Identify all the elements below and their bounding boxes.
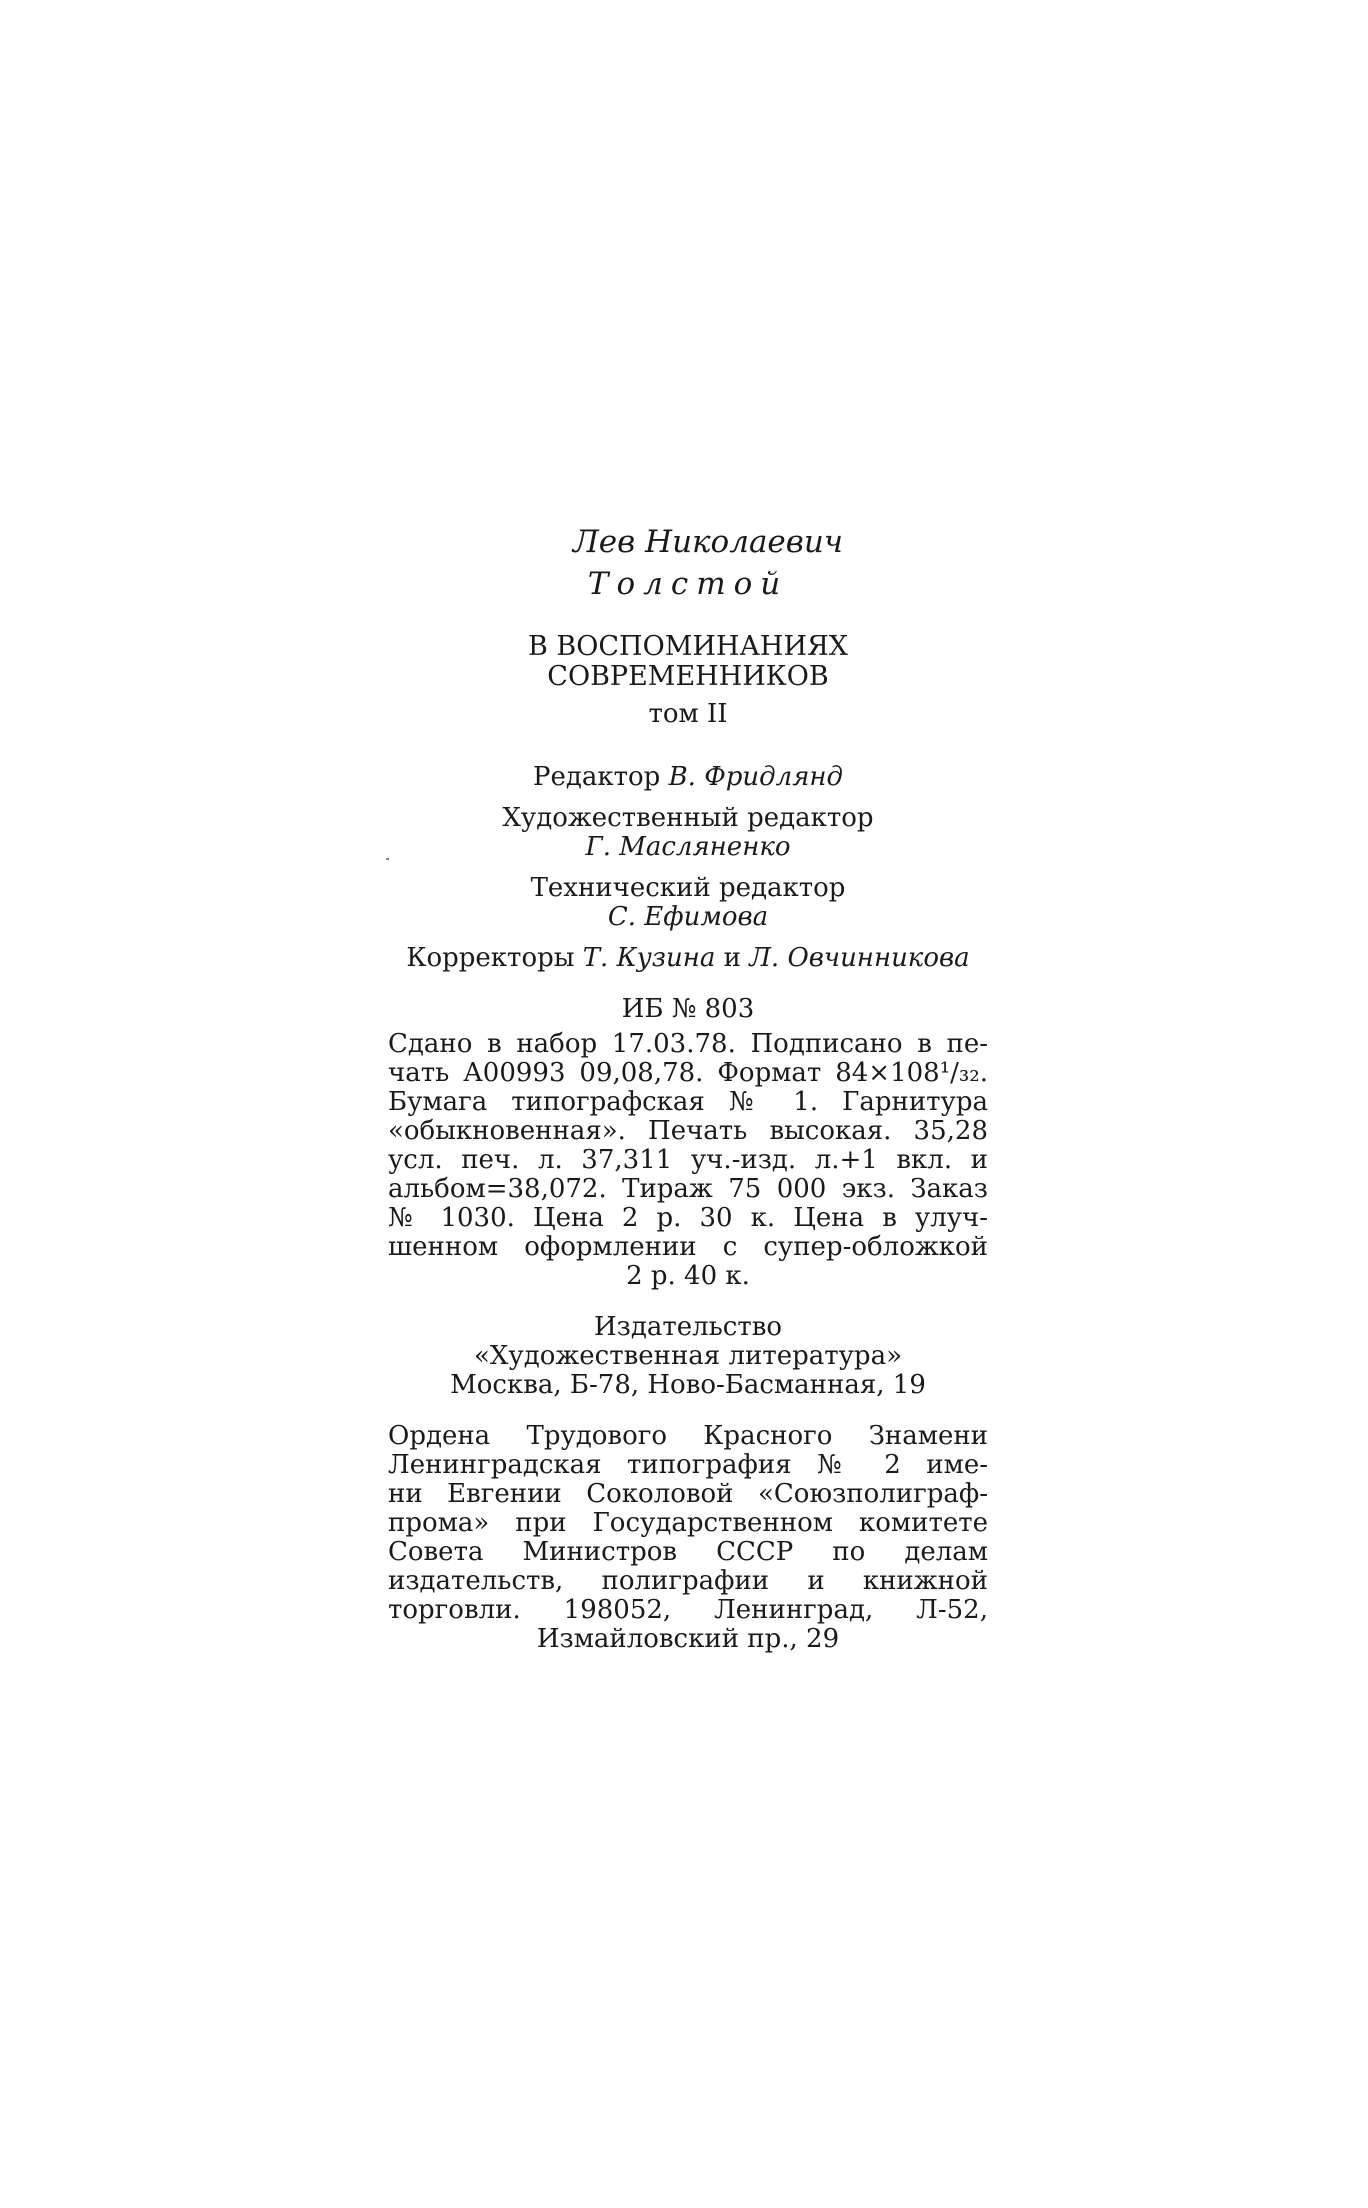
proofreader-1: Т. Кузина (582, 943, 716, 973)
printer-line: Измайловский пр., 29 (536, 1624, 840, 1654)
proofreader-2: Л. Овчинникова (749, 943, 970, 973)
editor-name: В. Фридлянд (668, 762, 844, 792)
printer-block (388, 1422, 988, 1654)
printer-line: прома» при Государственном комитете (388, 1508, 988, 1538)
proofreaders-label: Корректоры (406, 943, 575, 973)
author-surname (388, 564, 988, 604)
imprint-line: альбом=38,072. Тираж 75 000 экз. Заказ (388, 1174, 988, 1204)
printer-line: Ленинградская типография № 2 име- (388, 1450, 988, 1480)
publisher-name: «Художественная литература» (474, 1341, 902, 1371)
imprint-line: Бумага типографская № 1. Гарнитура (388, 1087, 988, 1117)
imprint-line: шенном оформлении с супер-обложкой (388, 1232, 988, 1262)
proofreaders-credit (388, 944, 988, 973)
art-editor-credit (388, 804, 988, 862)
printer-line: торговли. 198052, Ленинград, Л-52, (388, 1595, 988, 1625)
author-first-name (428, 522, 988, 562)
ib-number: ИБ № 803 (621, 994, 755, 1024)
imprint-line: чать А00993 09,08,78. Формат 84×108¹/₃₂. (388, 1058, 988, 1088)
imprint-line: Сдано в набор 17.03.78. Подписано в пе- (388, 1029, 988, 1059)
author-surname-text: Толстой (587, 566, 789, 602)
printer-line: издательств, полиграфии и книжной (388, 1566, 988, 1596)
tech-editor-name: С. Ефимова (607, 902, 769, 932)
editor-credit (388, 763, 988, 792)
colophon (388, 522, 988, 1654)
author-first-name-text: Лев Николаевич (572, 524, 844, 560)
publisher-line1: Издательство (593, 1312, 783, 1342)
book-title-line1: В ВОСПОМИНАНИЯХ (527, 631, 849, 662)
volume-label: том II (648, 699, 728, 729)
imprint-line: «обыкновенная». Печать высокая. 35,28 (388, 1116, 988, 1146)
book-title-line2: СОВРЕМЕННИКОВ (547, 661, 829, 692)
publisher-block (388, 1313, 988, 1400)
tech-editor-credit (388, 874, 988, 932)
editor-label: Редактор (532, 762, 661, 792)
imprint-block (388, 1030, 988, 1291)
imprint-line: № 1030. Цена 2 р. 30 к. Цена в улуч- (388, 1203, 988, 1233)
publisher-address: Москва, Б-78, Ново-Басманная, 19 (450, 1370, 926, 1400)
proofreaders-and: и (723, 943, 741, 973)
printer-line: Ордена Трудового Красного Знамени (388, 1421, 988, 1451)
art-editor-label: Художественный редактор (502, 803, 874, 833)
tech-editor-label: Технический редактор (530, 873, 846, 903)
imprint-line: усл. печ. л. 37,311 уч.-изд. л.+1 вкл. и (388, 1145, 988, 1175)
book-title (388, 632, 988, 692)
printer-line: Совета Министров СССР по делам (388, 1537, 988, 1567)
art-editor-name: Г. Масляненко (585, 832, 791, 862)
imprint-line: 2 р. 40 к. (626, 1261, 750, 1291)
printer-line: ни Евгении Соколовой «Союзполиграф- (388, 1479, 988, 1509)
